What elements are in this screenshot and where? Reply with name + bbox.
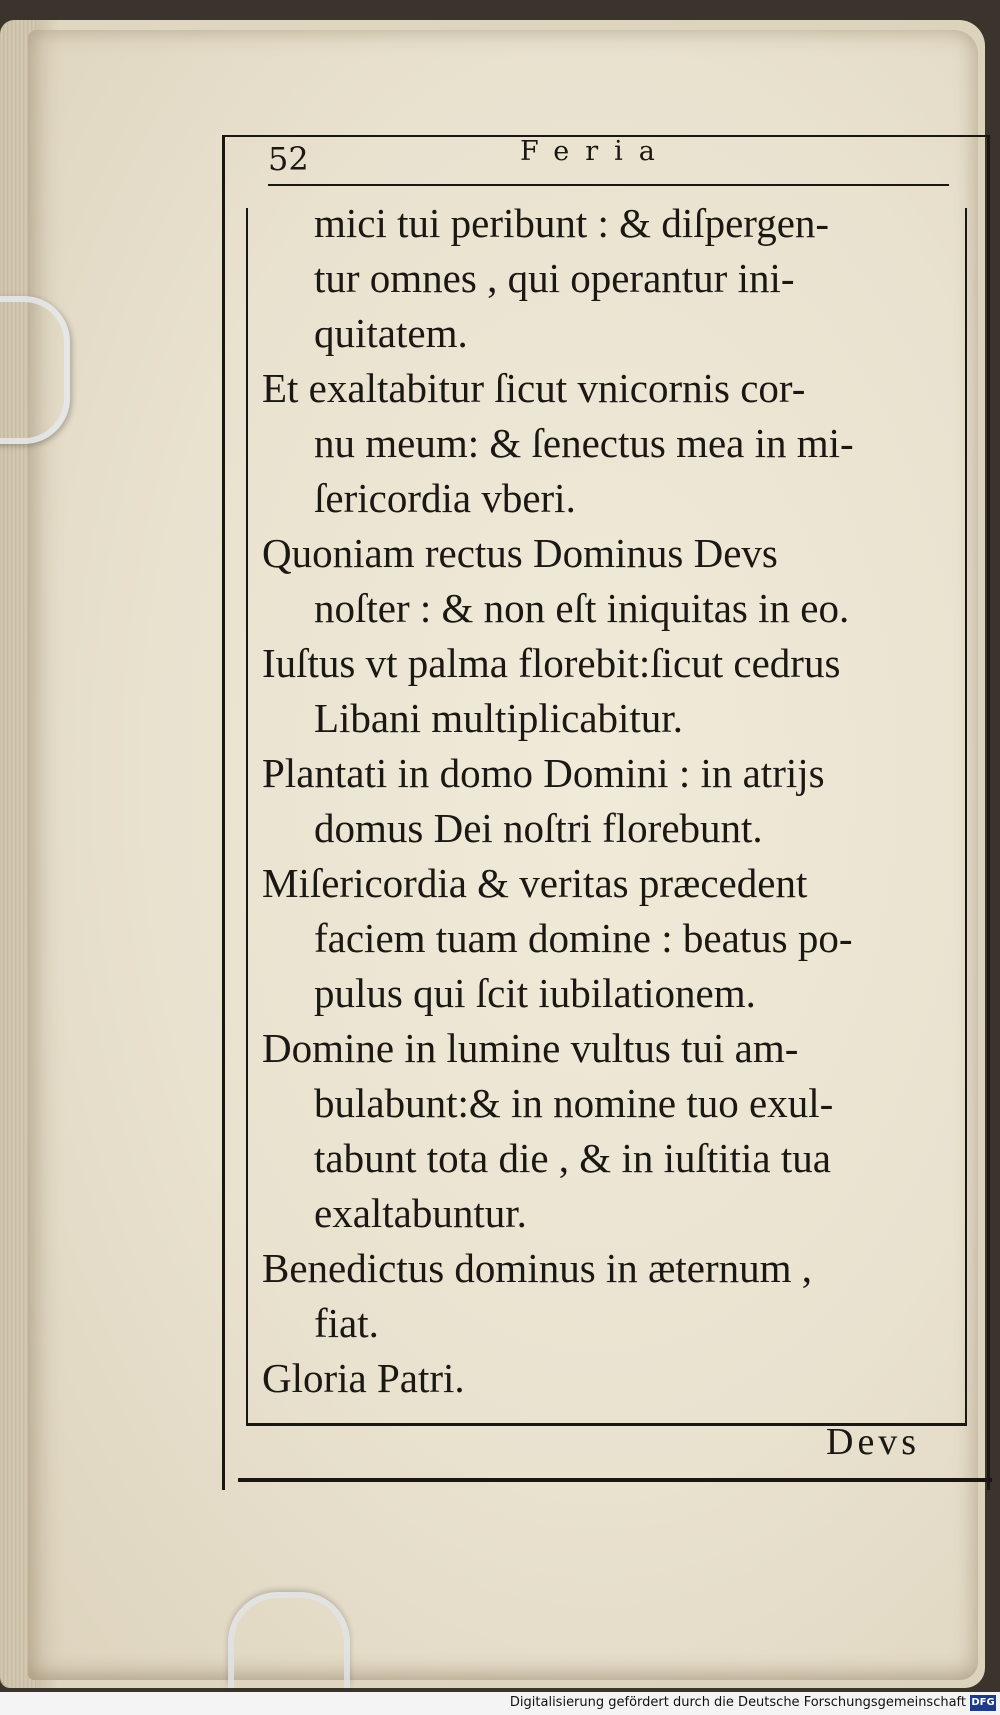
text-line: fiat.	[314, 1300, 379, 1346]
printed-border-bottom	[238, 1478, 992, 1482]
text-line: quitatem.	[314, 310, 468, 356]
text-line: Benedictus dominus in æternum ,	[262, 1245, 813, 1291]
text-line: faciem tuam domine : beatus po-	[314, 915, 853, 961]
text-line: pulus qui ſcit iubilationem.	[314, 970, 756, 1016]
text-line: nu meum: & ſenectus mea in mi-	[314, 420, 854, 466]
page-clip-bottom	[228, 1592, 350, 1688]
text-line: ſericordia vberi.	[314, 475, 576, 521]
text-line: noſter : & non eſt iniquitas in eo.	[314, 585, 850, 631]
text-line: Quoniam rectus Dominus Devs	[262, 530, 778, 576]
text-line: Gloria Patri.	[262, 1355, 465, 1401]
running-head: Feria	[520, 136, 671, 167]
psalm-text	[262, 196, 962, 1406]
header-rule	[268, 184, 949, 186]
catchword: Devs	[826, 1421, 921, 1463]
digitization-credit: Digitalisierung gefördert durch die Deutsche Forschungsgemeinschaft	[509, 1695, 966, 1710]
text-line: tur omnes , qui operantur ini-	[314, 255, 795, 301]
text-line: exaltabuntur.	[314, 1190, 527, 1236]
text-line: Domine in lumine vultus tui am-	[262, 1025, 799, 1071]
text-line: Miſericordia & veritas præcedent	[262, 860, 808, 906]
text-line: Et exaltabitur ſicut vnicornis cor-	[262, 365, 806, 411]
dfg-logo: DFG	[970, 1695, 996, 1711]
text-line: Libani multiplicabitur.	[314, 695, 683, 741]
page-clip-left	[0, 296, 70, 444]
text-line: Plantati in domo Domini : in atrijs	[262, 750, 825, 796]
text-line: mici tui peribunt : & diſpergen-	[314, 200, 830, 246]
text-line: domus Dei noſtri florebunt.	[314, 805, 763, 851]
page-number: 52	[268, 140, 309, 178]
text-line: Iuſtus vt palma florebit:ſicut cedrus	[262, 640, 841, 686]
text-line: tabunt tota die , & in iuſtitia tua	[314, 1135, 831, 1181]
text-line: bulabunt:& in nomine tuo exul-	[314, 1080, 834, 1126]
